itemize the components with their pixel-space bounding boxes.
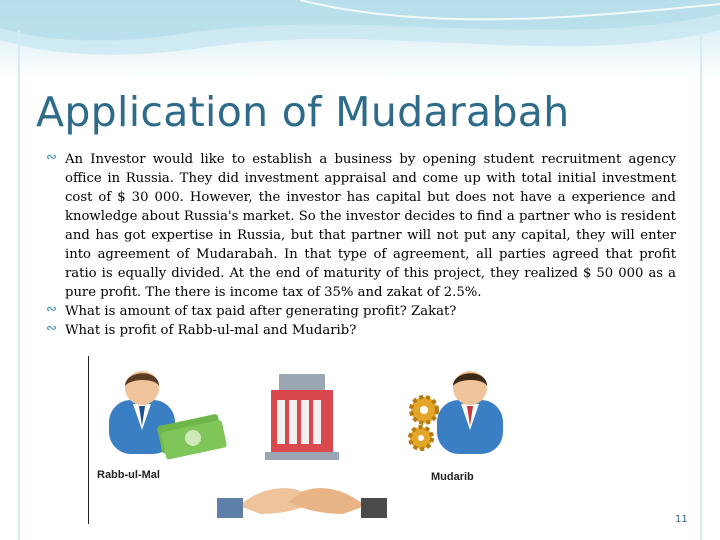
bullet-text: What is amount of tax paid after generating profit? Zakat?	[65, 304, 457, 319]
bullet-list	[46, 150, 676, 340]
left-border-rule	[18, 30, 20, 540]
handshake-icon	[217, 488, 387, 518]
mudarib-person-icon	[437, 371, 503, 454]
rabb-ul-mal-label: Rabb-ul-Mal	[97, 469, 160, 481]
factory-building-icon	[265, 374, 339, 460]
header-wave-decoration	[0, 0, 720, 90]
gears-icon	[410, 397, 437, 449]
mudarabah-illustration	[88, 356, 519, 524]
bullet-item	[46, 321, 676, 340]
wave-bullet-icon: ∾	[46, 302, 57, 317]
bullet-text: An Investor would like to establish a business by opening student recruitment agency office in Russia. They did investment appraisal and come up with total initial investment cost of $ 30 000. However, the investor has capital but does not have a experience and knowledge about Russia's market. So the investor decides to find a partner who is resident and has got expertise in Russia, but that partner will not put any capital, they will enter into agreement of Mudarabah. In that type of agreement, all parties agreed that profit ratio is equally divided. At the end of maturity of this project, they realized $ 50 000 as a pure profit. The there is income tax of 35% and zakat of 2.5%.	[65, 152, 676, 300]
bullet-item	[46, 150, 676, 302]
bullet-text: What is profit of Rabb-ul-mal and Mudarib?	[65, 323, 357, 338]
bullet-item	[46, 302, 676, 321]
page-number: 11	[675, 514, 688, 525]
wave-bullet-icon: ∾	[46, 321, 57, 336]
right-border-rule	[700, 30, 702, 540]
wave-bullet-icon: ∾	[46, 150, 57, 165]
slide-title: Application of Mudarabah	[36, 88, 570, 136]
illustration-svg	[89, 356, 519, 524]
mudarib-label: Mudarib	[431, 471, 474, 483]
